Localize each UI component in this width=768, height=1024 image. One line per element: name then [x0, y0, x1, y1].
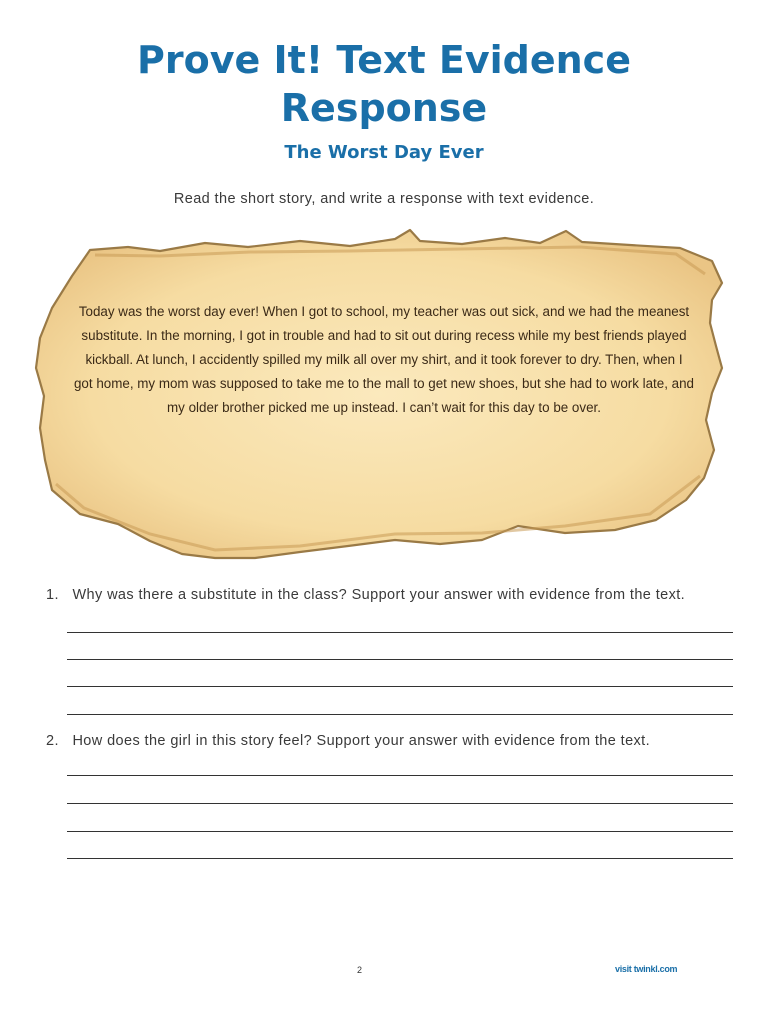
- story-line: substitute. In the morning, I got in trouble and had to sit out during recess while my best friends played: [81, 328, 687, 343]
- question-text: How does the girl in this story feel? Support your answer with evidence from the text.: [72, 733, 651, 749]
- question-text: Why was there a substitute in the class? Support your answer with evidence from the text.: [72, 587, 686, 603]
- story-text: [34, 300, 734, 420]
- question-number: 1.: [46, 587, 59, 603]
- question-1: [46, 585, 746, 605]
- story-line: got home, my mom was supposed to take me to the mall to get new shoes, but she had to work late, and: [73, 376, 695, 391]
- answer-line[interactable]: [67, 803, 733, 804]
- answer-line[interactable]: [67, 714, 733, 715]
- answer-line[interactable]: [67, 831, 733, 832]
- story-line: Today was the worst day ever! When I got to school, my teacher was out sick, and we had the meanest: [78, 304, 690, 319]
- answer-line[interactable]: [67, 659, 733, 660]
- title-line-1: Prove It! Text Evidence: [137, 38, 631, 82]
- answer-line[interactable]: [67, 686, 733, 687]
- question-2: [46, 731, 746, 751]
- question-number: 2.: [46, 733, 59, 749]
- answer-line[interactable]: [67, 858, 733, 859]
- story-title: The Worst Day Ever: [284, 142, 484, 163]
- instructions-text: Read the short story, and write a response with text evidence.: [173, 191, 595, 207]
- story-line: my older brother picked me up instead. I can’t wait for this day to be over.: [167, 400, 601, 415]
- footer-link[interactable]: visit twinkl.com: [615, 964, 678, 974]
- title-line-2: Response: [280, 86, 488, 130]
- page-number: 2: [357, 965, 363, 975]
- worksheet-title: [0, 36, 768, 132]
- answer-line[interactable]: [67, 632, 733, 633]
- answer-line[interactable]: [67, 775, 733, 776]
- story-line: kickball. At lunch, I accidently spilled my milk all over my shirt, and it took forever to dry. Then, when I: [85, 352, 683, 367]
